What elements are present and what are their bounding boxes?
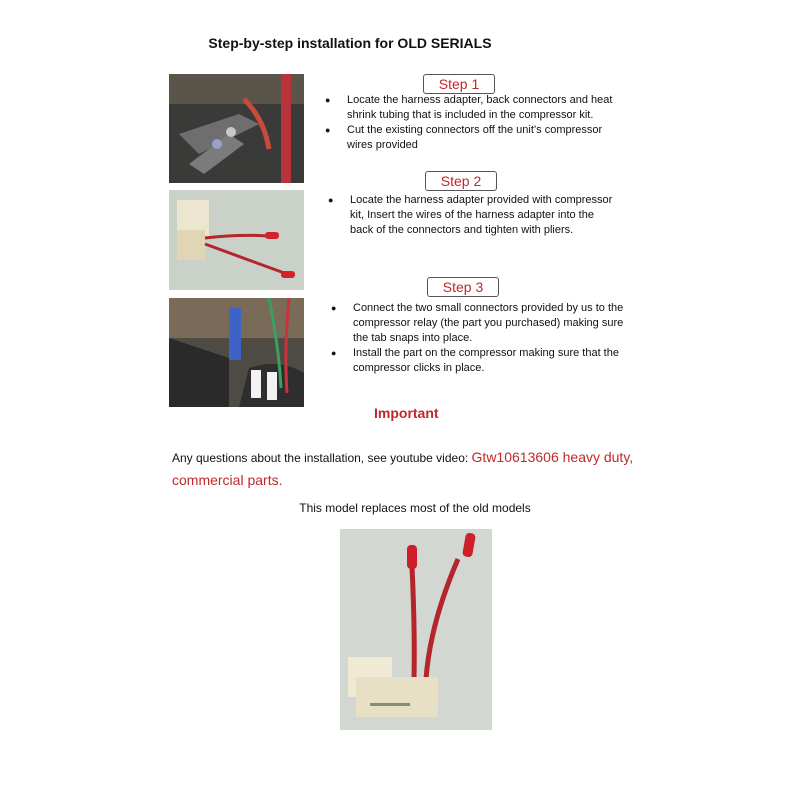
step-2-photo bbox=[169, 190, 304, 290]
step-3-photo bbox=[169, 298, 304, 407]
step-1-badge: Step 1 bbox=[423, 74, 495, 94]
step-1-bullet-1: ● Locate the harness adapter, back connectors and heat shrink tubing that is included in the compressor kit. bbox=[325, 93, 625, 123]
step-1-bullet-2: ● Cut the existing connectors off the unit’s compressor wires provided bbox=[325, 123, 625, 153]
step-1-photo bbox=[169, 74, 304, 183]
step-2-instructions bbox=[328, 193, 618, 238]
step-2-bullet-1: ● Locate the harness adapter provided with compressor kit, Insert the wires of the harness adapter into the back of the connectors and tighten with pliers. bbox=[328, 193, 618, 238]
step-1-instructions bbox=[325, 93, 625, 153]
important-heading: Important bbox=[374, 405, 439, 421]
replaces-note: This model replaces most of the old models bbox=[299, 501, 531, 515]
step-3-bullet-2: ● Install the part on the compressor making sure that the compressor clicks in place. bbox=[331, 346, 631, 376]
page-title: Step-by-step installation for OLD SERIALS bbox=[208, 35, 492, 51]
step-3-bullet-1: ● Connect the two small connectors provided by us to the compressor relay (the part you purchased) making sure the tab snaps into place. bbox=[331, 301, 631, 346]
questions-text: Any questions about the installation, see youtube video: bbox=[172, 451, 472, 465]
step-3-instructions bbox=[331, 301, 631, 376]
video-title-link[interactable]: Gtw10613606 heavy duty, commercial parts. bbox=[172, 449, 634, 488]
product-photo bbox=[340, 529, 492, 730]
step-3-badge: Step 3 bbox=[427, 277, 499, 297]
step-2-badge: Step 2 bbox=[425, 171, 497, 191]
questions-paragraph bbox=[172, 446, 652, 492]
